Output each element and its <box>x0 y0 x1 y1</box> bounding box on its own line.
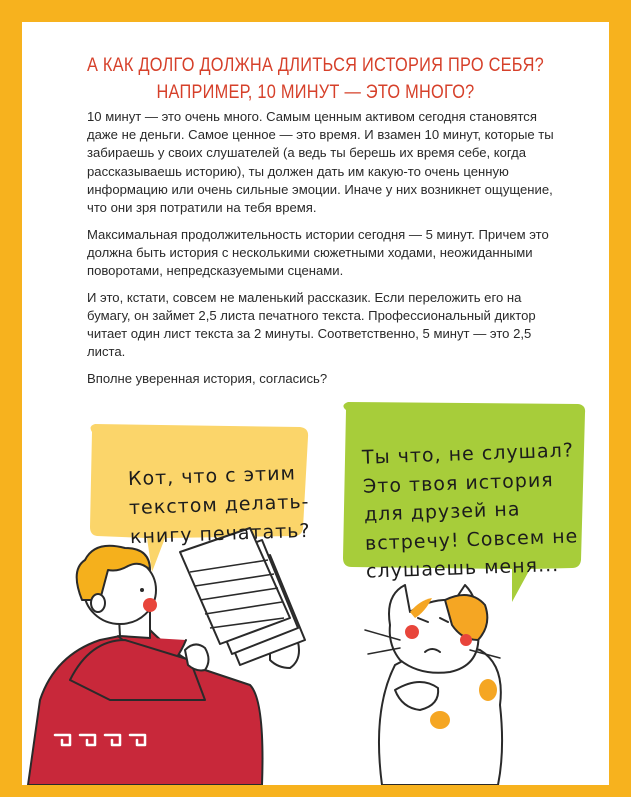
bubble-right-line-3: для друзей на <box>363 498 521 526</box>
speech-bubble-left-text <box>128 459 311 552</box>
bubble-right-line-4: встречу! Совсем не <box>364 524 579 555</box>
bubble-left-line-2: текстом делать- <box>128 490 310 520</box>
bubble-right-line-1: Ты что, не слушал? <box>361 439 575 469</box>
paragraph-2: Максимальная продолжительность истории сегодня — 5 минут. Причем это должна быть история с несколькими сюжетными ходами, неожиданными поворотами, непредсказуемыми сценами. <box>87 226 549 279</box>
paragraph-4: Вполне уверенная история, согласись? <box>87 371 328 387</box>
heading-line-1: А КАК ДОЛГО ДОЛЖНА ДЛИТЬСЯ ИСТОРИЯ ПРО СЕБЯ? <box>86 55 545 76</box>
bubble-right-line-5: слушаешь меня... <box>365 553 560 583</box>
bubble-left-line-1: Кот, что с этим <box>127 462 297 491</box>
paragraph-1: 10 минут — это очень много. Самым ценным активом сегодня становятся даже не деньги. Самое ценное — это время. И взамен 10 минут, которые ты забираешь у своих слушателей (а ведь ты берешь их время себе, когда рассказываешь историю), ты должен дать им какую-то очень ценную информацию или очень сильные эмоции. Иначе у них возникнет ощущение, что они зря потратили на тебя время. <box>87 109 554 216</box>
body-text <box>87 108 565 397</box>
heading-line-2: НАПРИМЕР, 10 МИНУТ — ЭТО МНОГО? <box>156 82 475 103</box>
paragraph-3: И это, кстати, совсем не маленький рассказик. Если переложить его на бумагу, он займет 2,5 листа печатного текста. Профессиональный диктор читает один лист текста за 2 минуты. Соответственно, 5 минут — это 2,5 листа. <box>87 289 536 360</box>
cat-figure <box>365 585 502 785</box>
bubble-left-line-3: книгу печатать? <box>129 519 311 549</box>
bubble-right-line-2: Это твоя история <box>362 468 555 498</box>
speech-bubble-right-text <box>362 436 580 586</box>
page-heading <box>63 52 568 106</box>
